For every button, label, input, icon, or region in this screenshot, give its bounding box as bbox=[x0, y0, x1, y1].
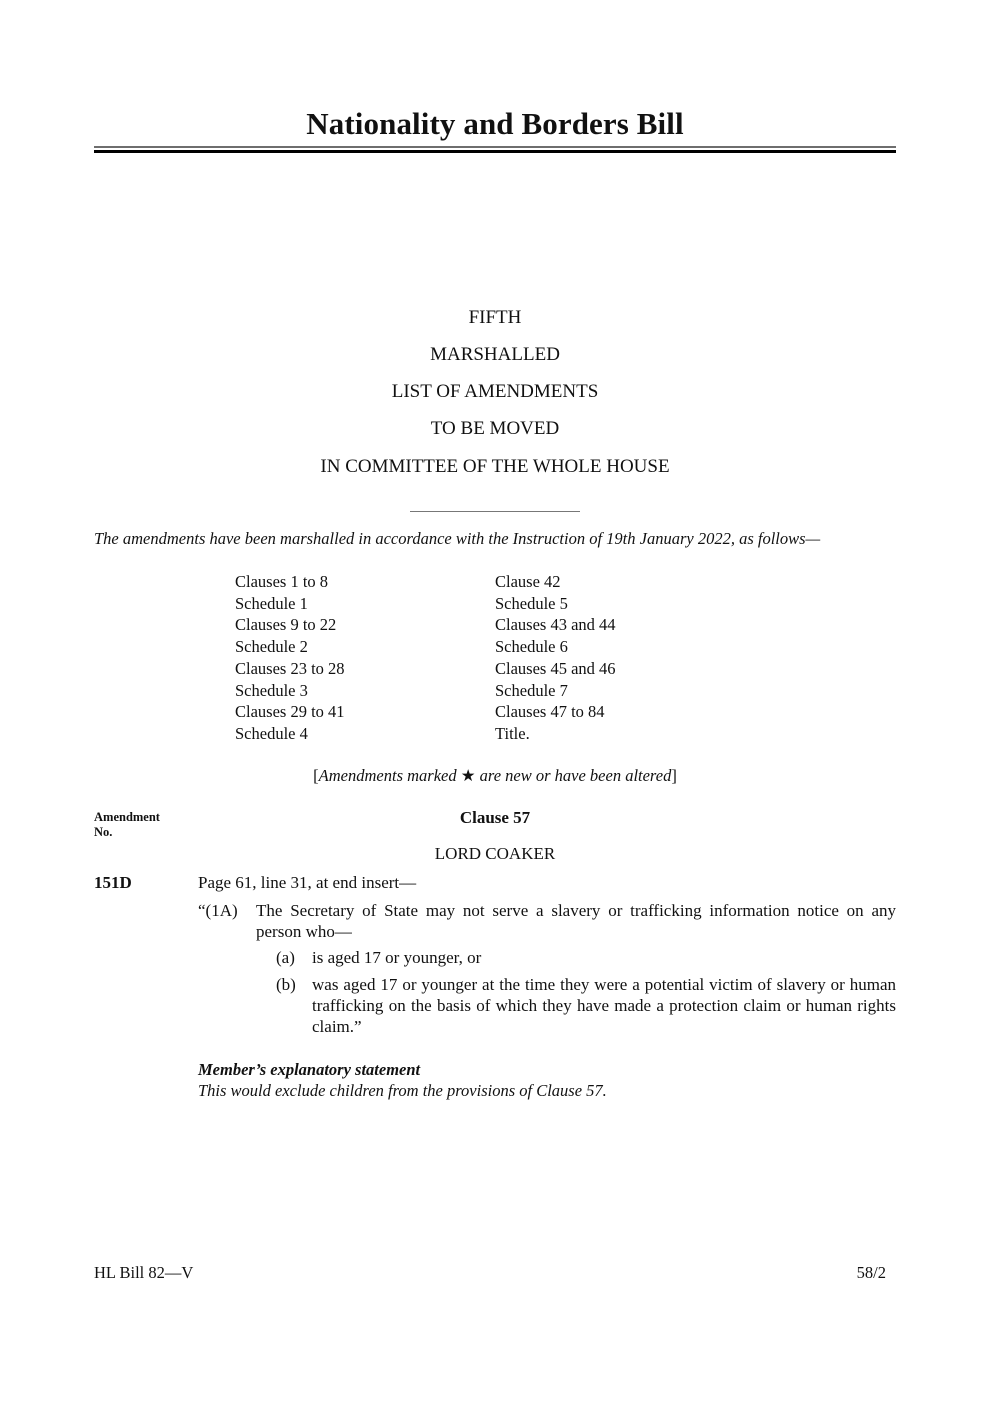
title-rule-thick bbox=[94, 150, 896, 153]
explanatory-statement-heading: Member’s explanatory statement bbox=[198, 1060, 421, 1079]
inserted-subsection-label: “(1A) bbox=[198, 901, 238, 920]
note-text-after: are new or have been altered bbox=[475, 766, 672, 785]
star-icon: ★ bbox=[460, 766, 476, 785]
inserted-subsection-text: The Secretary of State may not serve a slavery or trafficking information notice on any person who— bbox=[256, 901, 896, 941]
marshal-item: Clauses 29 to 41 bbox=[235, 702, 345, 722]
paragraph-label-a: (a) bbox=[276, 948, 295, 967]
marshal-item: Clauses 43 and 44 bbox=[495, 615, 616, 635]
marshal-item: Schedule 4 bbox=[235, 723, 308, 743]
heading-line-list-of-amendments: LIST OF AMENDMENTS bbox=[391, 381, 599, 402]
paragraph-text-b: was aged 17 or younger at the time they were a potential victim of slavery or human trafficking on the basis of which they have made a protection claim or human rights claim.” bbox=[312, 975, 896, 1036]
marshal-item: Schedule 2 bbox=[235, 637, 308, 657]
document-title: Nationality and Borders Bill bbox=[306, 106, 684, 141]
paragraph-text-a: is aged 17 or younger, or bbox=[312, 948, 482, 967]
heading-line-to-be-moved: TO BE MOVED bbox=[430, 418, 560, 439]
marshal-item: Schedule 1 bbox=[235, 593, 308, 613]
paragraph-label-b: (b) bbox=[276, 975, 296, 994]
explanatory-statement-text: This would exclude children from the provisions of Clause 57. bbox=[198, 1081, 607, 1100]
marshalled-list-left bbox=[235, 571, 345, 745]
close-bracket: ] bbox=[671, 766, 677, 785]
bill-reference: HL Bill 82—V bbox=[94, 1263, 194, 1282]
intro-paragraph: The amendments have been marshalled in accordance with the Instruction of 19th January 2022, as follows— bbox=[94, 529, 821, 548]
new-amendments-note bbox=[94, 765, 896, 787]
note-text-before: Amendments marked bbox=[318, 766, 461, 785]
marshal-item: Schedule 6 bbox=[495, 637, 568, 657]
marshalled-list-right bbox=[495, 571, 616, 745]
marshal-item: Schedule 7 bbox=[495, 680, 568, 700]
marshal-item: Clauses 9 to 22 bbox=[235, 615, 337, 635]
heading-line-marshalled: MARSHALLED bbox=[430, 344, 560, 365]
marshal-item: Clauses 47 to 84 bbox=[495, 702, 605, 722]
amendment-label-line1: Amendment bbox=[94, 810, 160, 824]
marshal-item: Schedule 3 bbox=[235, 680, 308, 700]
heading-line-committee: IN COMMITTEE OF THE WHOLE HOUSE bbox=[320, 456, 670, 477]
heading-line-fifth: FIFTH bbox=[468, 307, 522, 328]
page-reference: 58/2 bbox=[856, 1263, 886, 1282]
member-name: LORD COAKER bbox=[434, 844, 556, 863]
amendment-label-line2: No. bbox=[94, 825, 113, 839]
marshal-item: Schedule 5 bbox=[495, 593, 568, 613]
marshal-item: Clauses 23 to 28 bbox=[235, 658, 345, 678]
clause-heading: Clause 57 bbox=[459, 808, 531, 827]
marshal-item: Clause 42 bbox=[495, 572, 561, 591]
section-divider bbox=[410, 511, 580, 512]
amendment-instruction: Page 61, line 31, at end insert— bbox=[198, 873, 417, 892]
marshal-item: Clauses 45 and 46 bbox=[495, 658, 616, 678]
amendment-number: 151D bbox=[94, 873, 132, 892]
marshal-item: Title. bbox=[495, 723, 530, 743]
title-rule-thin bbox=[94, 146, 896, 148]
marshal-item: Clauses 1 to 8 bbox=[235, 572, 329, 591]
open-bracket: [ bbox=[313, 766, 319, 785]
